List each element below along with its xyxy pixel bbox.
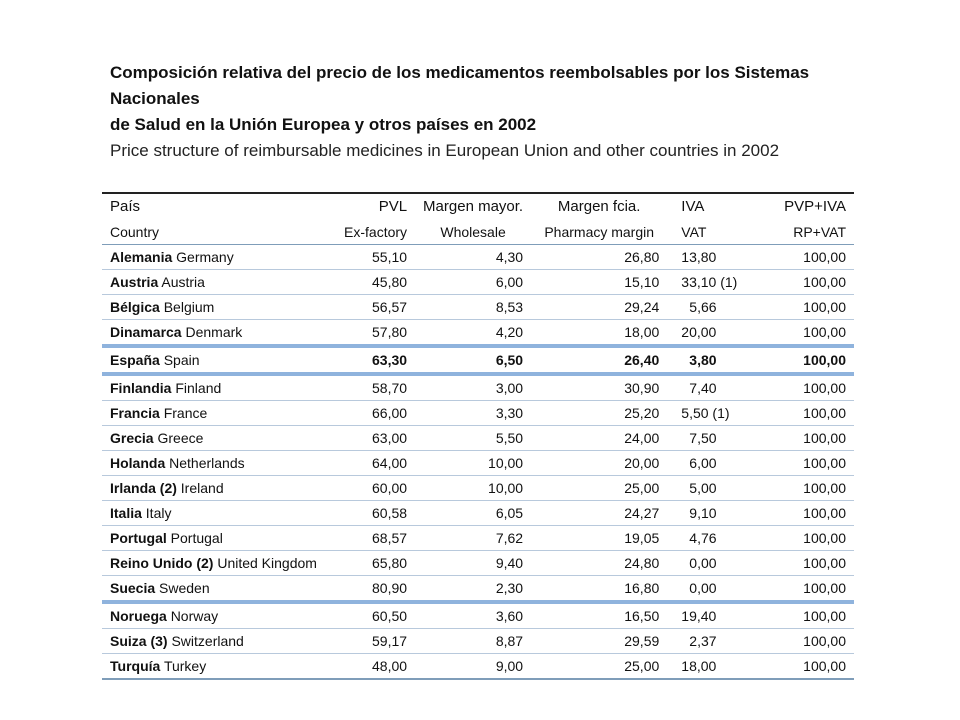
wholesale-cell: 8,53 — [415, 295, 531, 320]
total-cell: 100,00 — [749, 451, 854, 476]
pharmacy-margin-cell: 30,90 — [531, 374, 667, 401]
pharmacy-margin-cell: 24,00 — [531, 426, 667, 451]
country-name-english: Spain — [163, 352, 200, 368]
country-cell — [102, 270, 325, 295]
total-cell: 100,00 — [749, 476, 854, 501]
table-body — [102, 245, 854, 680]
total-cell: 100,00 — [749, 602, 854, 629]
wholesale-cell: 10,00 — [415, 451, 531, 476]
vat-cell: 33,10 (1) — [667, 270, 748, 295]
exfactory-cell: 66,00 — [325, 401, 415, 426]
total-cell: 100,00 — [749, 501, 854, 526]
country-cell — [102, 245, 325, 270]
country-name-english: Greece — [157, 430, 204, 446]
country-cell — [102, 654, 325, 680]
exfactory-cell: 60,58 — [325, 501, 415, 526]
total-cell: 100,00 — [749, 401, 854, 426]
total-cell: 100,00 — [749, 245, 854, 270]
pharmacy-margin-cell: 26,40 — [531, 346, 667, 374]
exfactory-cell: 65,80 — [325, 551, 415, 576]
country-name-spanish: Austria — [110, 274, 159, 290]
header-total-es: PVP+IVA — [784, 198, 846, 215]
vat-cell: 9,10 — [667, 501, 748, 526]
exfactory-cell: 60,00 — [325, 476, 415, 501]
country-cell — [102, 374, 325, 401]
country-name-spanish: Suiza (3) — [110, 633, 168, 649]
vat-cell: 5,00 — [667, 476, 748, 501]
vat-cell: 5,50 (1) — [667, 401, 748, 426]
table-row — [102, 245, 854, 270]
table-row — [102, 654, 854, 680]
country-cell — [102, 426, 325, 451]
wholesale-cell: 3,00 — [415, 374, 531, 401]
vat-cell: 0,00 — [667, 576, 748, 603]
country-name-spanish: Francia — [110, 405, 160, 421]
wholesale-cell: 7,62 — [415, 526, 531, 551]
exfactory-cell: 60,50 — [325, 602, 415, 629]
country-cell — [102, 451, 325, 476]
country-name-spanish: Italia — [110, 505, 142, 521]
vat-cell: 6,00 — [667, 451, 748, 476]
country-name-english: Austria — [161, 274, 205, 290]
country-cell — [102, 346, 325, 374]
country-name-spanish: Alemania — [110, 249, 173, 265]
exfactory-cell: 45,80 — [325, 270, 415, 295]
pharmacy-margin-cell: 19,05 — [531, 526, 667, 551]
exfactory-cell: 57,80 — [325, 320, 415, 347]
table-row — [102, 576, 854, 603]
pharmacy-margin-cell: 24,27 — [531, 501, 667, 526]
country-name-english: Finland — [175, 380, 222, 396]
table-row — [102, 501, 854, 526]
total-cell: 100,00 — [749, 576, 854, 603]
country-name-english: Germany — [176, 249, 234, 265]
header-vat-en: VAT — [667, 220, 748, 245]
country-name-spanish: Irlanda (2) — [110, 480, 177, 496]
country-name-spanish: Noruega — [110, 608, 167, 624]
exfactory-cell: 68,57 — [325, 526, 415, 551]
table-row — [102, 551, 854, 576]
country-name-spanish: Portugal — [110, 530, 167, 546]
vat-cell: 20,00 — [667, 320, 748, 347]
total-cell: 100,00 — [749, 426, 854, 451]
total-cell: 100,00 — [749, 654, 854, 680]
country-cell — [102, 629, 325, 654]
wholesale-cell: 4,20 — [415, 320, 531, 347]
table-row — [102, 629, 854, 654]
country-name-english: Turkey — [163, 658, 207, 674]
country-name-english: Denmark — [185, 324, 243, 340]
header-wholesale-es: Margen mayor. — [423, 198, 524, 215]
pharmacy-margin-cell: 18,00 — [531, 320, 667, 347]
country-cell — [102, 576, 325, 603]
country-name-spanish: España — [110, 352, 160, 368]
table-row — [102, 602, 854, 629]
country-name-english: Switzerland — [171, 633, 244, 649]
pharmacy-margin-cell: 16,50 — [531, 602, 667, 629]
title-english: Price structure of reimbursable medicines in European Union and other countries in 2002 — [110, 141, 780, 160]
country-cell — [102, 501, 325, 526]
country-name-spanish: Grecia — [110, 430, 154, 446]
wholesale-cell: 3,60 — [415, 602, 531, 629]
pharmacy-margin-cell: 16,80 — [531, 576, 667, 603]
vat-cell: 18,00 — [667, 654, 748, 680]
country-name-spanish: Finlandia — [110, 380, 172, 396]
exfactory-cell: 55,10 — [325, 245, 415, 270]
pharmacy-margin-cell: 24,80 — [531, 551, 667, 576]
wholesale-cell: 6,05 — [415, 501, 531, 526]
country-name-english: United Kingdom — [217, 555, 317, 571]
total-cell: 100,00 — [749, 551, 854, 576]
table-row — [102, 270, 854, 295]
title-spanish-line-2: de Salud en la Unión Europea y otros países en 2002 — [110, 115, 537, 134]
vat-cell: 2,37 — [667, 629, 748, 654]
wholesale-cell: 6,50 — [415, 346, 531, 374]
table-row — [102, 476, 854, 501]
table-row — [102, 526, 854, 551]
wholesale-cell: 9,00 — [415, 654, 531, 680]
country-name-english: France — [163, 405, 208, 421]
header-wholesale-en: Wholesale — [415, 220, 531, 245]
total-cell: 100,00 — [749, 346, 854, 374]
country-name-english: Belgium — [163, 299, 215, 315]
country-name-spanish: Bélgica — [110, 299, 160, 315]
exfactory-cell: 48,00 — [325, 654, 415, 680]
pharmacy-margin-cell: 29,59 — [531, 629, 667, 654]
total-cell: 100,00 — [749, 320, 854, 347]
pharmacy-margin-cell: 25,20 — [531, 401, 667, 426]
pharmacy-margin-cell: 25,00 — [531, 476, 667, 501]
total-cell: 100,00 — [749, 270, 854, 295]
wholesale-cell: 10,00 — [415, 476, 531, 501]
country-name-english: Italy — [145, 505, 172, 521]
document-page — [102, 60, 854, 680]
country-name-spanish: Reino Unido (2) — [110, 555, 214, 571]
table-row — [102, 374, 854, 401]
table-row — [102, 426, 854, 451]
country-name-english: Sweden — [159, 580, 210, 596]
country-cell — [102, 551, 325, 576]
wholesale-cell: 2,30 — [415, 576, 531, 603]
table-row — [102, 320, 854, 347]
vat-cell: 7,50 — [667, 426, 748, 451]
wholesale-cell: 6,00 — [415, 270, 531, 295]
wholesale-cell: 9,40 — [415, 551, 531, 576]
vat-cell: 4,76 — [667, 526, 748, 551]
exfactory-cell: 63,30 — [325, 346, 415, 374]
country-name-spanish: Turquía — [110, 658, 161, 674]
table-row — [102, 401, 854, 426]
header-country-en: Country — [102, 220, 325, 245]
pharmacy-margin-cell: 26,80 — [531, 245, 667, 270]
total-cell: 100,00 — [749, 374, 854, 401]
header-total-en: RP+VAT — [749, 220, 854, 245]
country-cell — [102, 401, 325, 426]
header-country-es: País — [110, 198, 141, 215]
country-cell — [102, 476, 325, 501]
wholesale-cell: 5,50 — [415, 426, 531, 451]
exfactory-cell: 63,00 — [325, 426, 415, 451]
table-row — [102, 346, 854, 374]
table-row — [102, 295, 854, 320]
country-name-spanish: Holanda — [110, 455, 166, 471]
total-cell: 100,00 — [749, 629, 854, 654]
country-cell — [102, 320, 325, 347]
exfactory-cell: 58,70 — [325, 374, 415, 401]
exfactory-cell: 64,00 — [325, 451, 415, 476]
exfactory-cell: 59,17 — [325, 629, 415, 654]
country-name-spanish: Dinamarca — [110, 324, 182, 340]
vat-cell: 13,80 — [667, 245, 748, 270]
price-structure-table — [102, 192, 854, 680]
table-row — [102, 451, 854, 476]
total-cell: 100,00 — [749, 526, 854, 551]
country-cell — [102, 602, 325, 629]
header-row-spanish — [102, 193, 854, 220]
pharmacy-margin-cell: 25,00 — [531, 654, 667, 680]
exfactory-cell: 80,90 — [325, 576, 415, 603]
exfactory-cell: 56,57 — [325, 295, 415, 320]
country-name-english: Norway — [170, 608, 219, 624]
pharmacy-margin-cell: 20,00 — [531, 451, 667, 476]
total-cell: 100,00 — [749, 295, 854, 320]
header-vat-es: IVA — [681, 198, 705, 215]
vat-cell: 5,66 — [667, 295, 748, 320]
country-cell — [102, 295, 325, 320]
title-spanish-line-1: Composición relativa del precio de los medicamentos reembolsables por los Sistemas Nacionales — [110, 63, 810, 108]
wholesale-cell: 4,30 — [415, 245, 531, 270]
country-name-english: Ireland — [180, 480, 224, 496]
header-row-english — [102, 220, 854, 245]
header-exfactory-en: Ex-factory — [325, 220, 415, 245]
header-pharmacy-es: Margen fcia. — [557, 198, 641, 215]
title-block — [110, 60, 854, 164]
header-pharmacy-en: Pharmacy margin — [531, 220, 667, 245]
country-name-english: Netherlands — [169, 455, 245, 471]
country-name-spanish: Suecia — [110, 580, 156, 596]
vat-cell: 19,40 — [667, 602, 748, 629]
header-exfactory-es: PVL — [378, 198, 408, 215]
wholesale-cell: 3,30 — [415, 401, 531, 426]
pharmacy-margin-cell: 29,24 — [531, 295, 667, 320]
vat-cell: 3,80 — [667, 346, 748, 374]
vat-cell: 7,40 — [667, 374, 748, 401]
country-name-english: Portugal — [170, 530, 223, 546]
pharmacy-margin-cell: 15,10 — [531, 270, 667, 295]
wholesale-cell: 8,87 — [415, 629, 531, 654]
vat-cell: 0,00 — [667, 551, 748, 576]
country-cell — [102, 526, 325, 551]
